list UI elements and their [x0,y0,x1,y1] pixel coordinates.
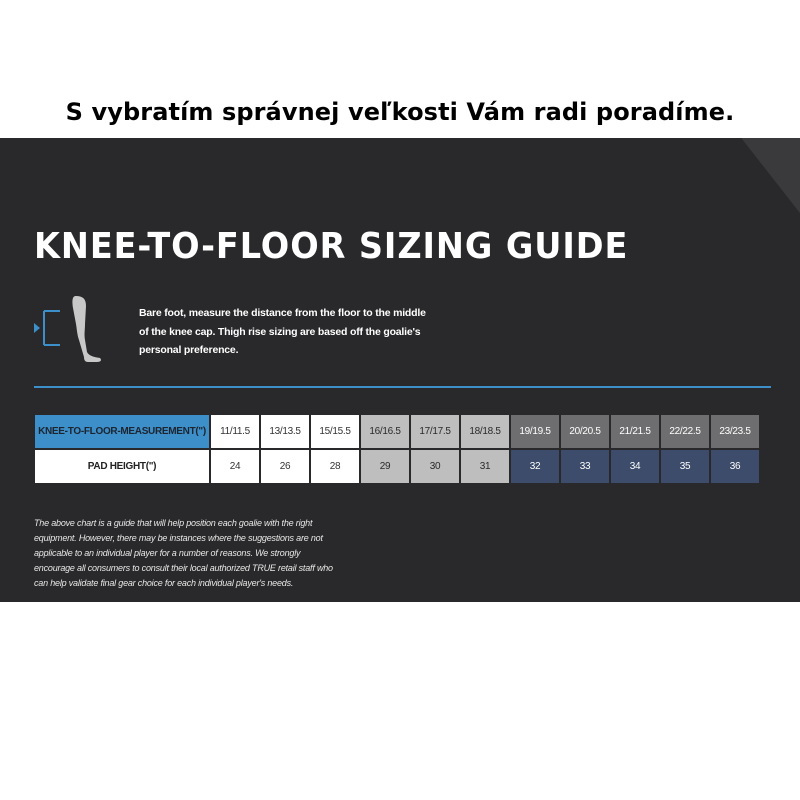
pad-height-cell: 26 [261,450,309,483]
measurement-instructions: Bare foot, measure the distance from the floor to the middle of the knee cap. Thigh rise sizing are based off the goalie's personal preference. [139,307,426,356]
measurement-cell: 18/18.5 [461,415,509,448]
measurement-cell: 23/23.5 [711,415,759,448]
pad-height-cell: 35 [661,450,709,483]
measurement-cell: 16/16.5 [361,415,409,448]
measurement-cell: 22/22.5 [661,415,709,448]
section-divider [34,386,771,388]
pad-height-cell: 36 [711,450,759,483]
pad-height-cell: 33 [561,450,609,483]
measurement-cell: 11/11.5 [211,415,259,448]
measurement-cell: 15/15.5 [311,415,359,448]
page-heading: S vybratím správnej veľkosti Vám radi poradíme. [65,98,735,127]
pad-height-cell: 28 [311,450,359,483]
measurement-row [35,415,759,448]
pad-height-row [35,450,759,483]
measurement-cell: 17/17.5 [411,415,459,448]
measurement-cell: 21/21.5 [611,415,659,448]
sizing-table [33,413,761,485]
measurement-cell: 20/20.5 [561,415,609,448]
disclaimer-text: The above chart is a guide that will help position each goalie with the right equipment. However, there may be instances where the suggestions are not applicable to an individual player for a number of reasons. We strongly encourage all consumers to consult their local authorized TRUE retail staff who can help validate final gear choice for each individual player's needs. [34,518,333,588]
sizing-guide-panel [0,138,800,602]
knee-to-floor-leg-icon [30,294,120,366]
measurement-cell: 19/19.5 [511,415,559,448]
pad-height-cell: 24 [211,450,259,483]
decorative-stripe [660,138,800,602]
pad-height-cell: 32 [511,450,559,483]
guide-title: KNEE-TO-FLOOR SIZING GUIDE [34,226,629,267]
pad-height-cell: 34 [611,450,659,483]
pad-height-row-header: PAD HEIGHT(") [35,450,209,483]
pad-height-cell: 29 [361,450,409,483]
pad-height-cell: 31 [461,450,509,483]
measurement-cell: 13/13.5 [261,415,309,448]
pad-height-cell: 30 [411,450,459,483]
measurement-row-header: KNEE-TO-FLOOR-MEASUREMENT(") [35,415,209,448]
decorative-stripe [585,138,800,602]
